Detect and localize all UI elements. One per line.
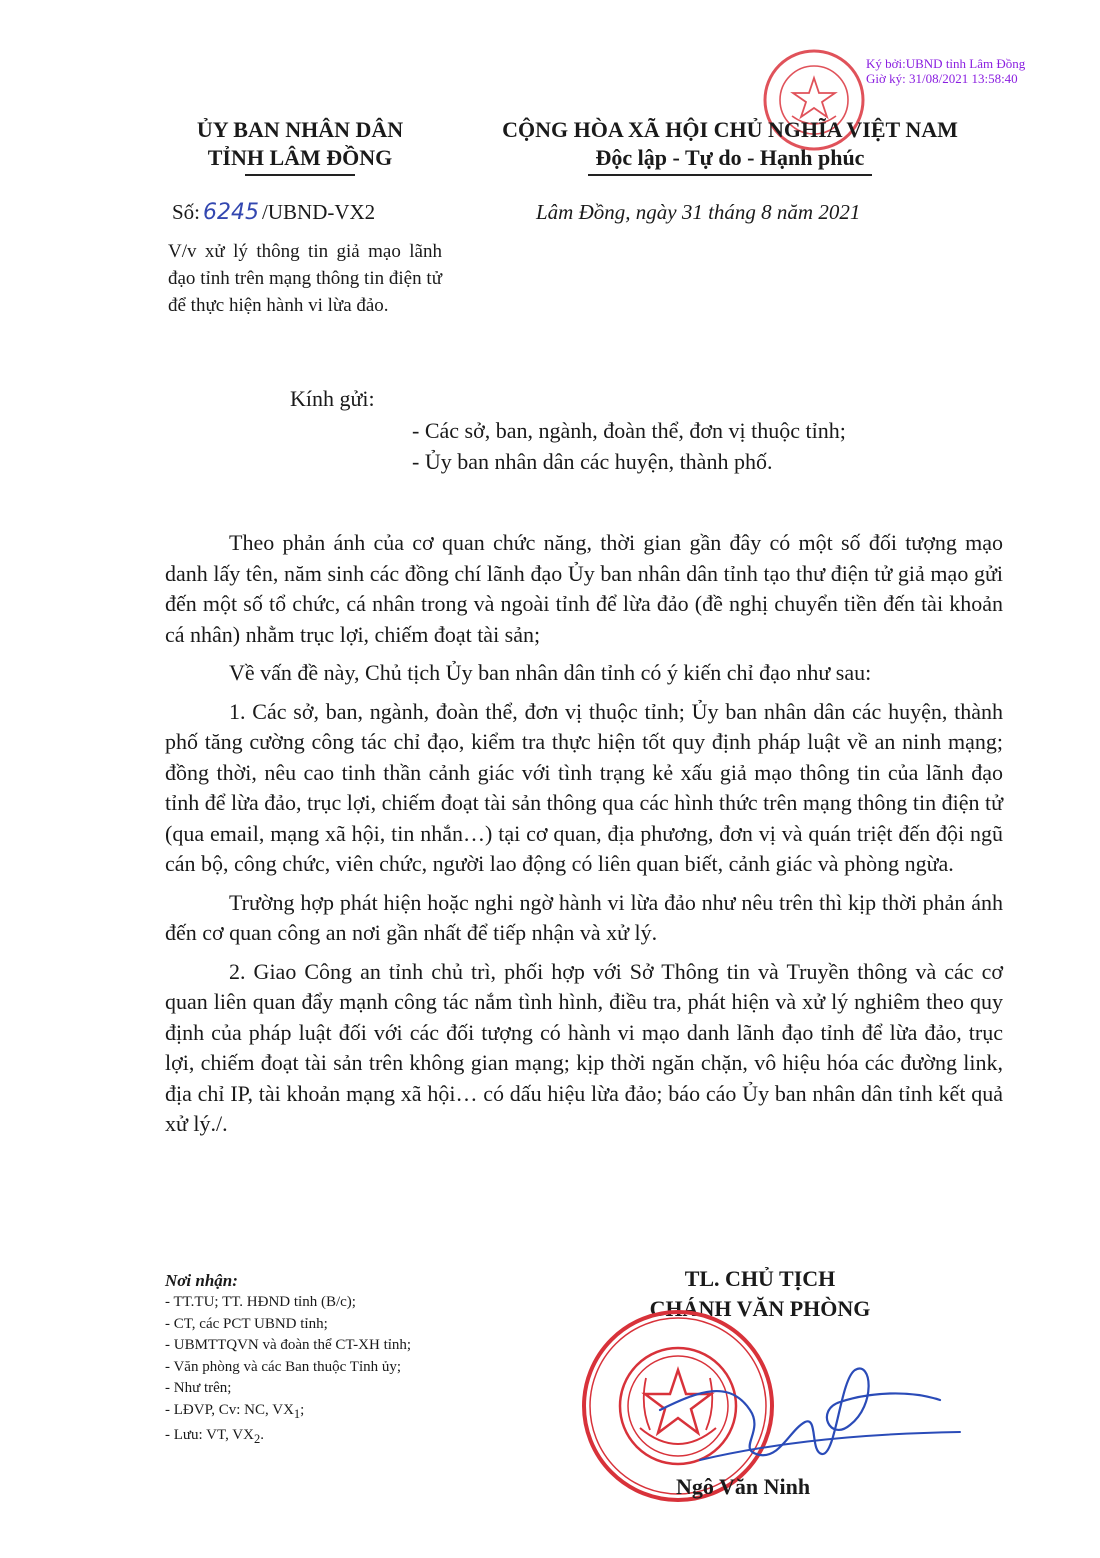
handwritten-signature — [640, 1350, 970, 1490]
nation-motto: Độc lập - Tự do - Hạnh phúc — [595, 145, 865, 170]
org-line-1: ỦY BAN NHÂN DÂN — [196, 117, 404, 142]
document-subject: V/v xử lý thông tin giả mạo lãnh đạo tỉnh trên mạng thông tin điện tử để thực hiện hành vi lừa đảo. — [168, 241, 442, 316]
national-title — [470, 116, 990, 172]
recipient-item: - Ủy ban nhân dân các huyện, thành phố. — [412, 449, 773, 474]
distribution-item: - Văn phòng và các Ban thuộc Tỉnh ủy; — [165, 1358, 402, 1375]
body-paragraph: 2. Giao Công an tỉnh chủ trì, phối hợp với Sở Thông tin và Truyền thông và các cơ quan liên quan đẩy mạnh công tác nắm tình hình, điều tra, phát hiện và xử lý nghiêm theo quy định của pháp luật đối với các đối tượng có hành vi mạo danh lãnh đạo tỉnh để lừa đảo, trục lợi, chiếm đoạt tài sản trên không gian mạng; kịp thời ngăn chặn, vô hiệu hóa các đường link, địa chỉ IP, tài khoản mạng xã hội… có dấu hiệu lừa đảo; báo cáo Ủy ban nhân dân tỉnh kết quả xử lý./. — [165, 958, 1003, 1136]
doc-no-suffix: /UBND-VX2 — [262, 200, 376, 224]
recipient-item: - Các sở, ban, ngành, đoàn thể, đơn vị thuộc tỉnh; — [412, 418, 846, 443]
body-paragraph: 1. Các sở, ban, ngành, đoàn thể, đơn vị thuộc tỉnh; Ủy ban nhân dân các huyện, thành phố tăng cường công tác chỉ đạo, kiểm tra thực hiện tốt quy định pháp luật về an ninh mạng; đồng thời, nêu cao tinh thần cảnh giác với tình trạng kẻ xấu giả mạo thông tin của lãnh đạo tỉnh để lừa đảo, trục lợi, chiếm đoạt tài sản thông qua các hình thức trên mạng thông tin điện tử (qua email, mạng xã hội, tin nhắn…) tại cơ quan, địa phương, đơn vị và quán triệt đến đội ngũ cán bộ, công chức, viên chức, người lao động có liên quan biết, cảnh giác và phòng ngừa. — [165, 698, 1003, 876]
distribution-list — [165, 1270, 545, 1451]
distribution-item-text: - Lưu: VT, VX — [165, 1427, 254, 1443]
distribution-item-tail: . — [260, 1427, 264, 1443]
body-paragraph: Trường hợp phát hiện hoặc nghi ngờ hành vi lừa đảo như nêu trên thì kịp thời phản ánh đến cơ quan công an nơi gần nhất để tiếp nhận và xử lý. — [165, 889, 1003, 945]
signature-title-line-1: TL. CHỦ TỊCH — [684, 1266, 836, 1291]
document-body — [165, 528, 1003, 1148]
body-paragraph: Về vấn đề này, Chủ tịch Ủy ban nhân dân tỉnh có ý kiến chỉ đạo như sau: — [229, 660, 872, 685]
distribution-item: - CT, các PCT UBND tỉnh; — [165, 1315, 328, 1332]
distribution-item — [165, 1400, 545, 1426]
digital-signature-info — [866, 56, 1025, 86]
digital-signature-time: Giờ ký: 31/08/2021 13:58:40 — [866, 71, 1018, 86]
distribution-item: - UBMTTQVN và đoàn thể CT-XH tỉnh; — [165, 1337, 412, 1353]
org-line-2: TỈNH LÂM ĐỒNG — [207, 145, 393, 170]
distribution-label: Nơi nhận: — [165, 1271, 238, 1290]
signature-title-line-2: CHÁNH VĂN PHÒNG — [649, 1296, 871, 1321]
subscript: 1 — [293, 1406, 301, 1421]
nation-divider — [588, 174, 872, 176]
digital-signature-signer: Ký bởi:UBND tỉnh Lâm Đồng — [866, 56, 1026, 71]
subscript: 2 — [253, 1432, 261, 1446]
distribution-item: - Như trên; — [165, 1380, 232, 1396]
place-date: Lâm Đồng, ngày 31 tháng 8 năm 2021 — [536, 200, 861, 224]
recipients-label: Kính gửi: — [290, 386, 375, 411]
body-paragraph: Theo phản ánh của cơ quan chức năng, thời gian gần đây có một số đối tượng mạo danh lấy tên, năm sinh các đồng chí lãnh đạo Ủy ban nhân dân tỉnh tạo thư điện tử giả mạo gửi đến một số tổ chức, cá nhân trong và ngoài tỉnh để lừa đảo (đề nghị chuyển tiền đến tài khoản cá nhân) nhằm trục lợi, chiếm đoạt tài sản; — [165, 530, 1003, 647]
nation-line-1: CỘNG HÒA XÃ HỘI CHỦ NGHĨA VIỆT NAM — [502, 117, 958, 142]
issuing-organization — [140, 116, 460, 172]
distribution-item: - TT.TU; TT. HĐND tỉnh (B/c); — [165, 1294, 356, 1310]
doc-no-prefix: Số: — [172, 200, 201, 224]
document-number — [172, 200, 375, 225]
signer-name: Ngô Văn Ninh — [676, 1474, 811, 1499]
org-divider — [245, 174, 355, 176]
distribution-item — [165, 1425, 545, 1451]
doc-no-handwritten: 6245 — [203, 200, 260, 225]
distribution-item-tail: ; — [300, 1401, 305, 1418]
distribution-item-text: - LĐVP, Cv: NC, VX — [165, 1401, 294, 1418]
